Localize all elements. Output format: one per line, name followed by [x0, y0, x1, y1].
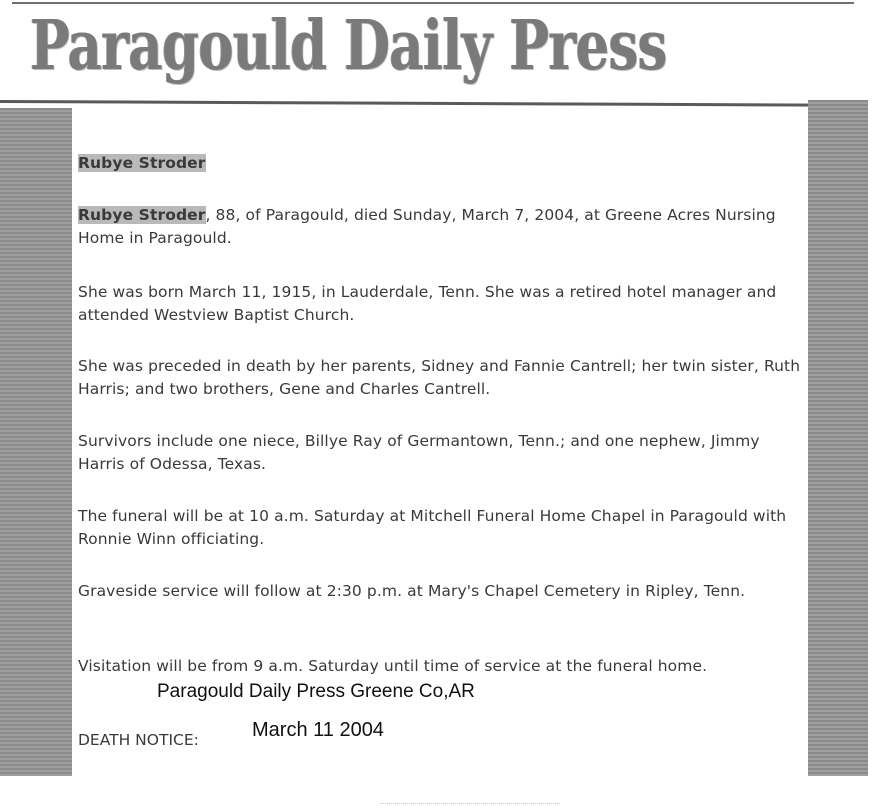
obituary-paragraph: Graveside service will follow at 2:30 p.m. at Mary's Chapel Cemetery in Ripley, Tenn.	[78, 582, 746, 600]
obituary-paragraph-text: , 88, of Paragould, died Sunday, March 7, 2004, at Greene Acres Nursing Home in Paragould.	[78, 206, 776, 247]
obituary-paragraph: She was preceded in death by her parents, Sidney and Fannie Cantrell; her twin sister, Ruth Harris; and two brothers, Gene and Charles Cantrell.	[78, 357, 801, 398]
obituary-paragraph: Survivors include one niece, Billye Ray of Germantown, Tenn.; and one nephew, Jimmy Harris of Odessa, Texas.	[78, 432, 760, 473]
obituary-paragraph: The funeral will be at 10 a.m. Saturday at Mitchell Funeral Home Chapel in Paragould with Ronnie Winn officiating.	[78, 507, 787, 548]
masthead-bottom-rule	[0, 100, 860, 107]
right-scan-margin	[808, 100, 868, 776]
masthead	[0, 0, 883, 112]
source-annotation: Paragould Daily Press Greene Co,AR	[157, 681, 475, 702]
death-notice-label: DEATH NOTICE:	[78, 731, 199, 749]
left-scan-margin	[0, 108, 72, 776]
masthead-top-rule	[12, 2, 854, 4]
cropped-previous-text	[78, 108, 188, 118]
obituary-paragraph: She was born March 11, 1915, in Lauderdale, Tenn. She was a retired hotel manager and attended Westview Baptist Church.	[78, 283, 777, 324]
obituary-paragraph	[78, 204, 802, 250]
date-annotation: March 11 2004	[252, 719, 384, 741]
newspaper-masthead-title: Paragould Daily Press	[30, 6, 667, 86]
obituary-heading-name: Rubye Stroder	[78, 154, 206, 172]
obituary-paragraph: Visitation will be from 9 a.m. Saturday until time of service at the funeral home.	[78, 657, 708, 675]
obituary-lead-name: Rubye Stroder	[78, 206, 206, 224]
obituary-heading	[78, 152, 802, 175]
scan-artifact	[380, 803, 560, 806]
